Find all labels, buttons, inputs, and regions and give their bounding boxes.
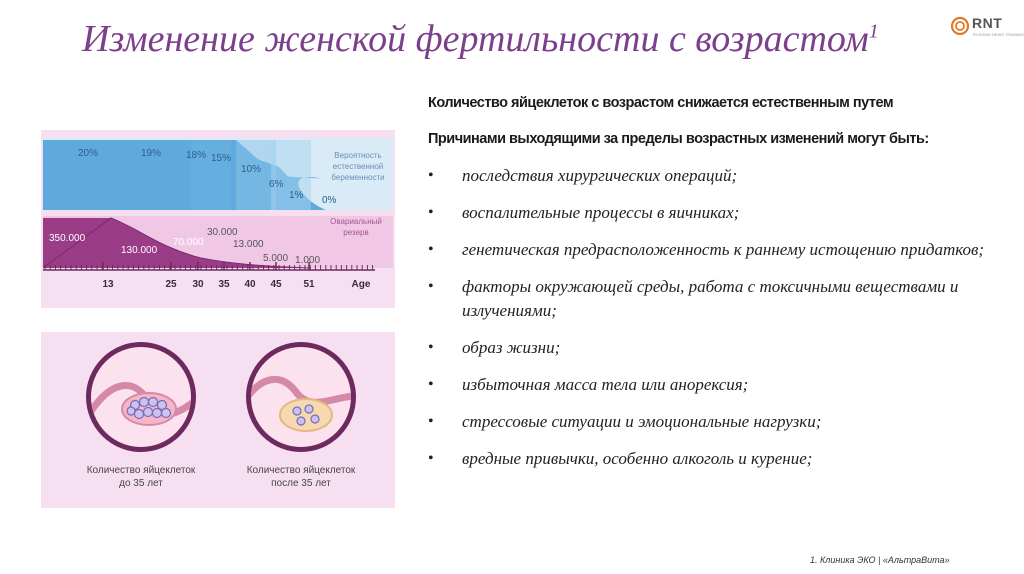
reasons-heading: Причинами выходящими за пределы возрастных изменений могут быть: (428, 131, 929, 147)
logo-subtext: RUSSIAN NEWS TRAINING (973, 32, 1024, 37)
slide-title (82, 10, 942, 68)
reason-text: факторы окружающей среды, работа с токсичными веществами и излучениями; (462, 277, 959, 320)
rnt-logo (950, 14, 1024, 42)
bullet-icon: • (428, 241, 434, 258)
bullet-icon: • (428, 204, 434, 221)
title-footnote-mark: 1 (868, 20, 879, 43)
x-axis-unit-label: Age (351, 279, 371, 290)
reason-item (428, 275, 1008, 323)
bullet-icon: • (428, 450, 434, 467)
reserve-data-label: 13.000 (233, 239, 264, 250)
reserve-data-label: 30.000 (207, 227, 238, 238)
egg-caption-after-line2: после 35 лет (271, 478, 331, 489)
egg-caption-before-line1: Количество яйцеклеток (86, 465, 196, 476)
reason-text: воспалительные процессы в яичниках; (462, 203, 740, 222)
reasons-list (428, 164, 1008, 484)
bullet-icon: • (428, 339, 434, 356)
fertility-chart-panel (41, 130, 395, 308)
reserve-data-label: 350.000 (49, 233, 86, 244)
x-tick-label: 13 (102, 279, 114, 290)
pregnancy-legend-label: Вероятность (334, 151, 382, 160)
pregnancy-legend-label: естественной (332, 162, 384, 171)
reason-text: последствия хирургических операций; (462, 166, 738, 185)
ovary-before-35-illustration (86, 342, 196, 452)
reason-item (428, 336, 1008, 360)
logo-text: RNT (972, 15, 1003, 31)
reserve-data-label: 1.000 (295, 255, 321, 266)
bullet-icon: • (428, 413, 434, 430)
reason-item (428, 447, 1008, 471)
egg-caption-after-35 (231, 464, 371, 490)
reason-item (428, 410, 1008, 434)
pregnancy-data-label: 6% (269, 179, 284, 190)
x-tick-label: 25 (165, 279, 177, 290)
lead-statement: Количество яйцеклеток с возрастом снижается естественным путем (428, 95, 894, 111)
reserve-data-label: 130.000 (121, 245, 158, 256)
x-tick-label: 35 (218, 279, 230, 290)
pregnancy-data-label: 19% (141, 148, 162, 159)
reason-text: избыточная масса тела или анорексия; (462, 375, 749, 394)
bullet-icon: • (428, 376, 434, 393)
reason-item (428, 164, 1008, 188)
pregnancy-data-label: 15% (211, 153, 232, 164)
logo-swirl-icon (950, 16, 970, 36)
reason-item (428, 373, 1008, 397)
pregnancy-data-label: 20% (78, 148, 99, 159)
x-tick-label: 30 (192, 279, 204, 290)
egg-caption-before-35 (71, 464, 211, 490)
reason-item (428, 201, 1008, 225)
x-tick-label: 40 (244, 279, 256, 290)
x-tick-label: 45 (270, 279, 282, 290)
egg-illustrations-panel (41, 332, 395, 508)
x-tick-label: 51 (303, 279, 315, 290)
egg-caption-before-line2: до 35 лет (119, 478, 163, 489)
bullet-icon: • (428, 167, 434, 184)
reserve-legend-label: Овариальный (330, 217, 382, 226)
reason-text: стрессовые ситуации и эмоциональные нагрузки; (462, 412, 822, 431)
ovary-after-35-illustration (246, 342, 356, 452)
pregnancy-data-label: 1% (289, 190, 304, 201)
fertility-chart (41, 130, 395, 308)
reserve-data-label: 70.000 (173, 237, 204, 248)
bullet-icon: • (428, 278, 434, 295)
reason-text: образ жизни; (462, 338, 561, 357)
footnote-source: 1. Клиника ЭКО | «АльтраВита» (810, 555, 950, 565)
egg-caption-after-line1: Количество яйцеклеток (246, 465, 356, 476)
reserve-data-label: 5.000 (263, 253, 289, 264)
slide-title-text: Изменение женской фертильности с возрастом (82, 18, 869, 60)
reason-text: генетическая предрасположенность к раннему истощению придатков; (462, 240, 985, 259)
reserve-legend-label: резерв (343, 228, 369, 237)
pregnancy-data-label: 10% (241, 164, 262, 175)
pregnancy-data-label: 0% (322, 195, 337, 206)
pregnancy-data-label: 18% (186, 150, 207, 161)
pregnancy-band-strip (236, 140, 276, 210)
reason-text: вредные привычки, особенно алкоголь и курение; (462, 449, 813, 468)
pregnancy-legend-label: беременности (331, 173, 385, 182)
reason-item (428, 238, 1008, 262)
